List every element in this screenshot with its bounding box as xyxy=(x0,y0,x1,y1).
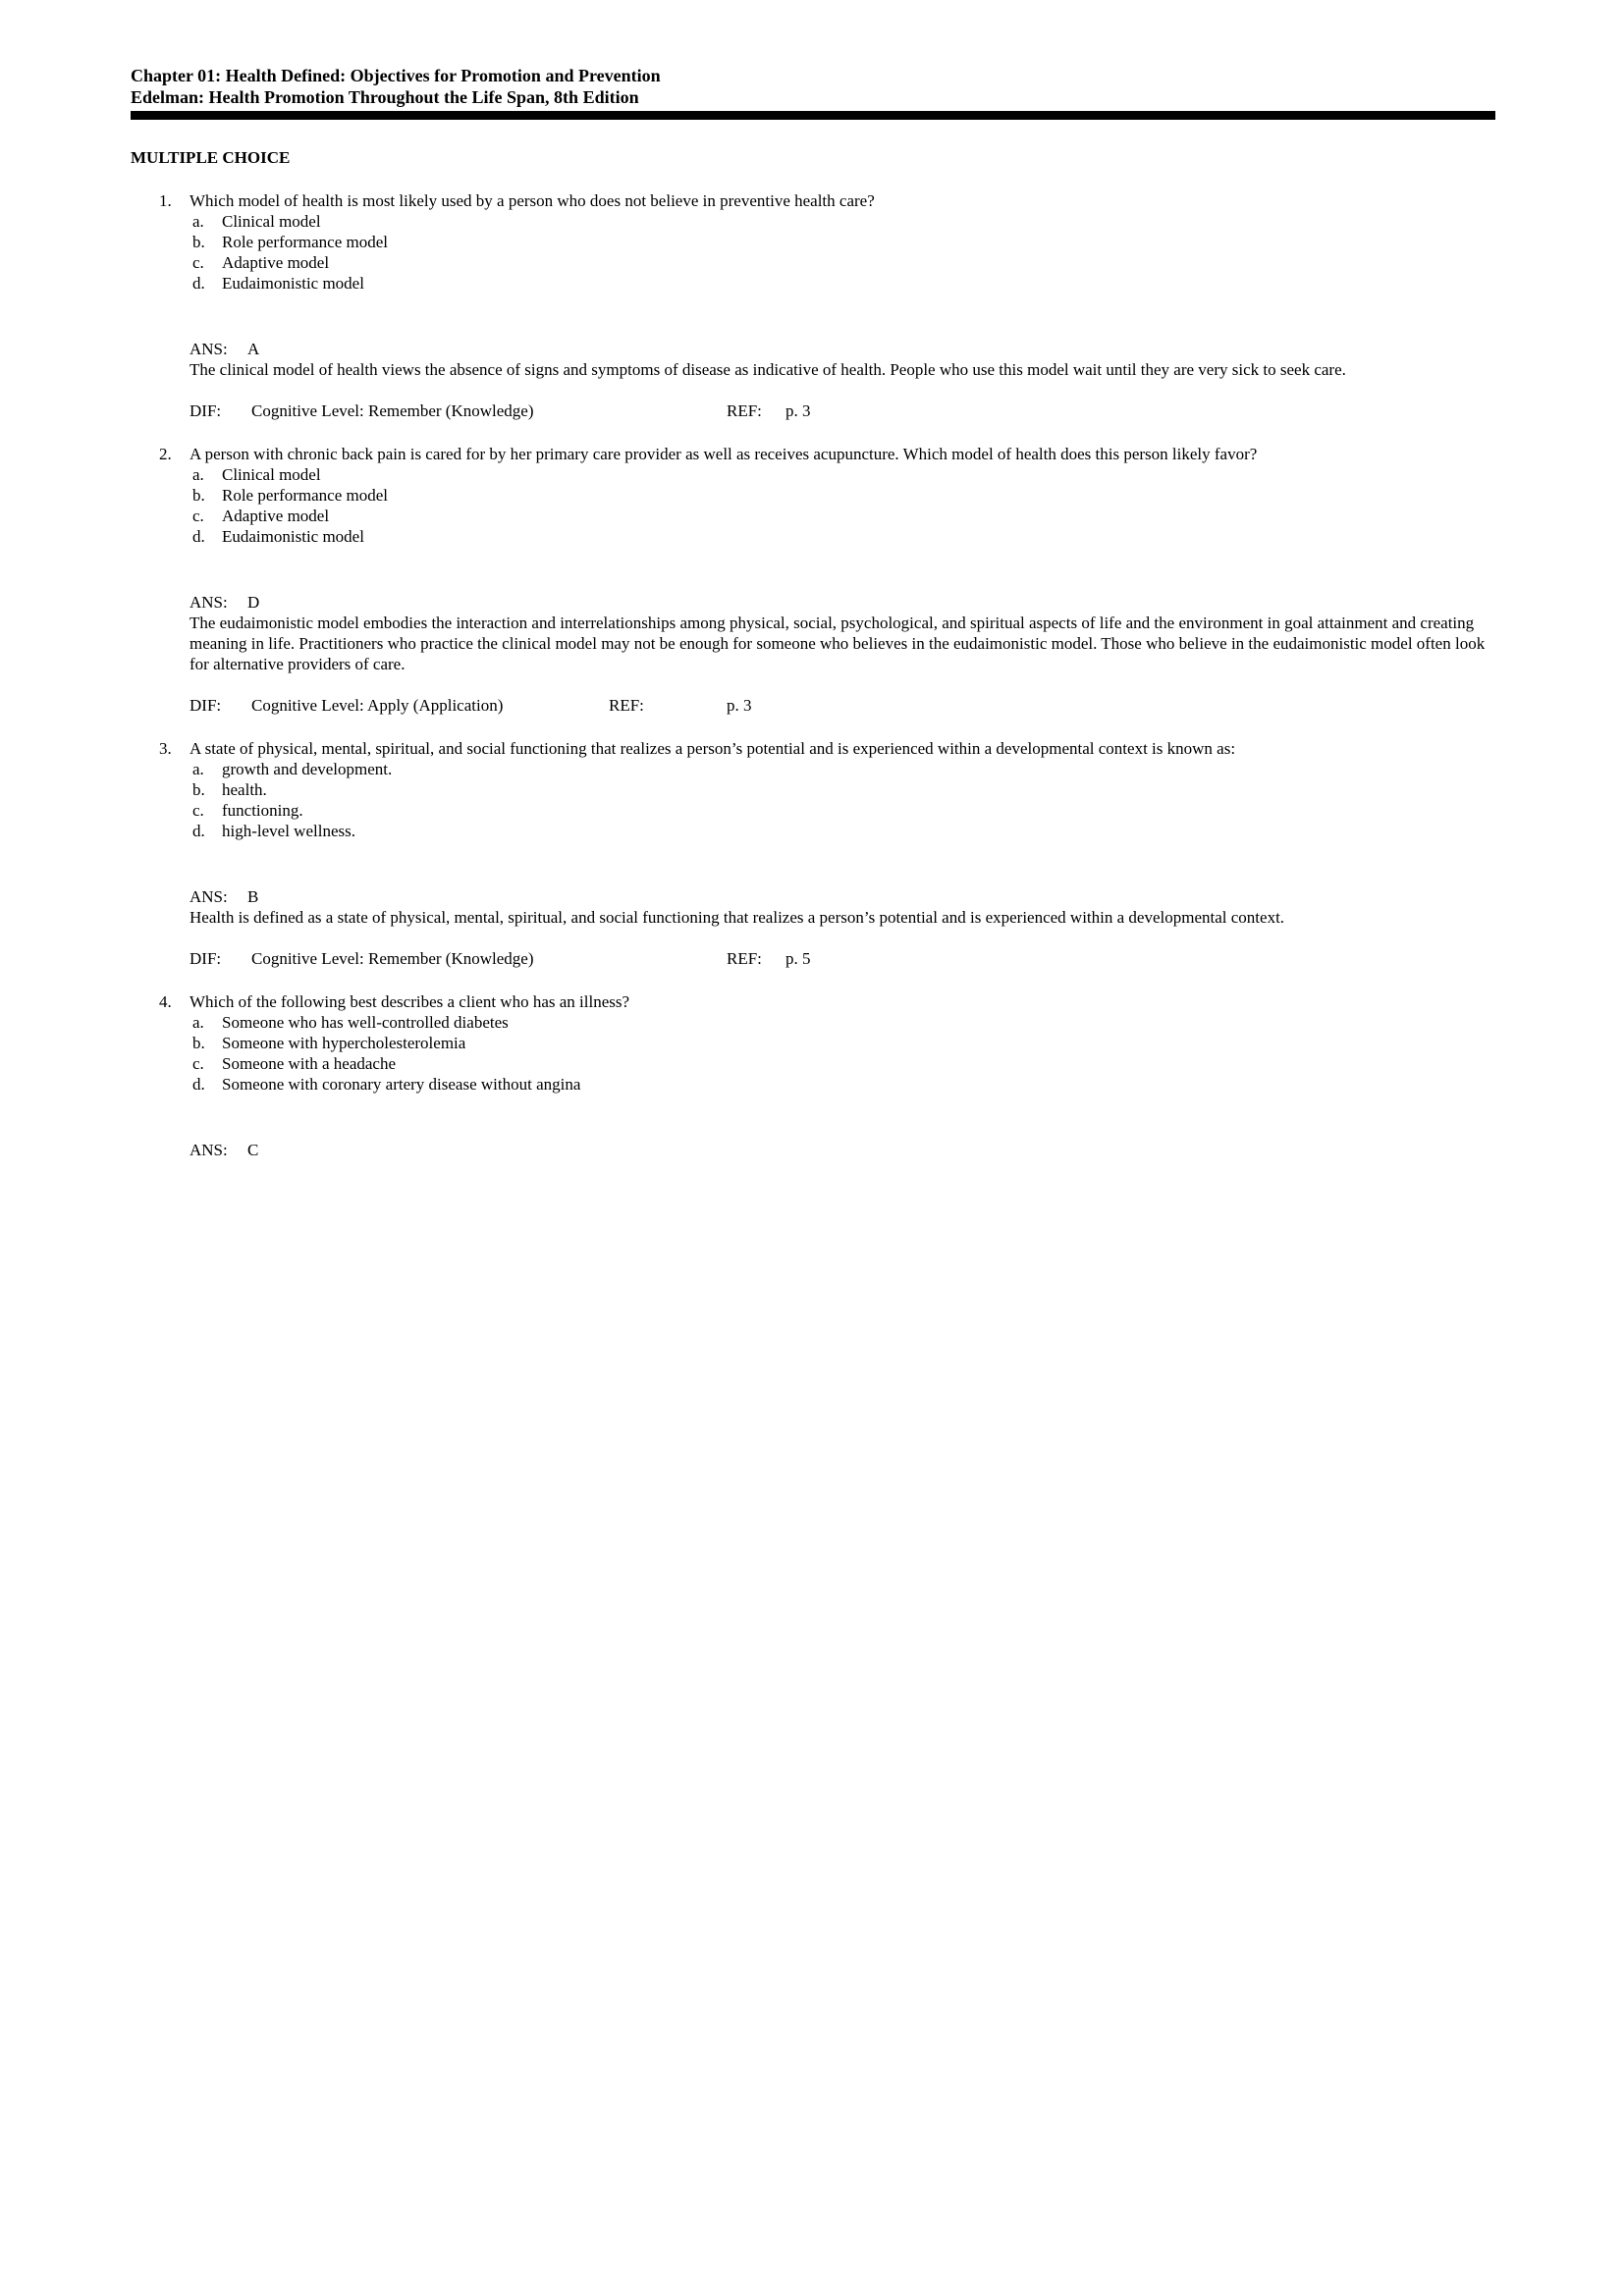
header-divider-bar xyxy=(131,111,1495,120)
question-stem: A person with chronic back pain is cared for by her primary care provider as well as receives acupuncture. Which model of health does this person likely favor? xyxy=(189,445,1258,463)
option-row xyxy=(131,800,1495,821)
option-text: Role performance model xyxy=(222,486,388,505)
ref-value: p. 5 xyxy=(785,949,811,968)
question-stem: Which of the following best describes a client who has an illness? xyxy=(189,992,630,1011)
question-row xyxy=(131,991,1495,1012)
option-row xyxy=(131,1012,1495,1033)
answer-row xyxy=(189,339,1495,359)
option-text: Clinical model xyxy=(222,212,321,231)
answer-value: C xyxy=(247,1141,259,1159)
dif-ref-row xyxy=(131,400,1495,421)
question-row xyxy=(131,190,1495,211)
dif-ref-row xyxy=(131,695,1495,716)
option-text: Adaptive model xyxy=(222,253,330,272)
answer-label: ANS: xyxy=(189,593,228,612)
dif-label: DIF: xyxy=(189,401,222,420)
option-letter: c. xyxy=(192,1054,204,1073)
option-text: growth and development. xyxy=(222,760,393,778)
header-chapter-title: Chapter 01: Health Defined: Objectives for Promotion and Prevention xyxy=(131,66,661,85)
option-letter: d. xyxy=(192,822,205,840)
option-row xyxy=(131,1074,1495,1095)
option-row xyxy=(131,464,1495,485)
option-row xyxy=(131,252,1495,273)
option-row xyxy=(131,485,1495,506)
question-row xyxy=(131,444,1495,464)
option-text: Role performance model xyxy=(222,233,388,251)
option-letter: d. xyxy=(192,1075,205,1094)
answer-row xyxy=(189,592,1495,613)
rationale-text: Health is defined as a state of physical, mental, spiritual, and social functioning that realizes a person’s potential and is experienced within a developmental context. xyxy=(189,908,1285,927)
dif-label: DIF: xyxy=(189,949,222,968)
answer-label: ANS: xyxy=(189,1141,228,1159)
option-row xyxy=(131,759,1495,779)
option-letter: a. xyxy=(192,1013,204,1032)
question-row xyxy=(131,738,1495,759)
option-row xyxy=(131,273,1495,294)
option-text: high-level wellness. xyxy=(222,822,355,840)
option-text: Eudaimonistic model xyxy=(222,274,364,293)
question-number: 2. xyxy=(159,445,172,463)
rationale-text: The clinical model of health views the absence of signs and symptoms of disease as indicative of health. People who use this model wait until they are very sick to seek care. xyxy=(189,360,1346,379)
question-number: 3. xyxy=(159,739,172,758)
ref-label: REF: xyxy=(609,696,644,715)
ref-label: REF: xyxy=(727,401,762,420)
option-row xyxy=(131,526,1495,547)
answer-value: D xyxy=(247,593,260,612)
header-book-title: Edelman: Health Promotion Throughout the Life Span, 8th Edition xyxy=(131,87,639,107)
question-number: 1. xyxy=(159,191,172,210)
dif-value: Cognitive Level: Remember (Knowledge) xyxy=(251,401,534,420)
option-letter: b. xyxy=(192,1034,205,1052)
option-letter: c. xyxy=(192,507,204,525)
ref-value: p. 3 xyxy=(727,696,752,715)
option-letter: d. xyxy=(192,527,205,546)
option-text: health. xyxy=(222,780,267,799)
dif-ref-row xyxy=(131,948,1495,969)
answer-value: B xyxy=(247,887,259,906)
question-block xyxy=(131,190,1495,421)
option-text: Someone with a headache xyxy=(222,1054,397,1073)
ref-value: p. 3 xyxy=(785,401,811,420)
option-row xyxy=(131,232,1495,252)
option-text: Clinical model xyxy=(222,465,321,484)
option-row xyxy=(131,1033,1495,1053)
answer-label: ANS: xyxy=(189,887,228,906)
option-letter: a. xyxy=(192,212,204,231)
question-stem: Which model of health is most likely used by a person who does not believe in preventive health care? xyxy=(189,191,875,210)
option-letter: c. xyxy=(192,801,204,820)
option-letter: b. xyxy=(192,780,205,799)
dif-value: Cognitive Level: Apply (Application) xyxy=(251,696,504,715)
option-row xyxy=(131,211,1495,232)
option-text: Adaptive model xyxy=(222,507,330,525)
question-block xyxy=(131,991,1495,1160)
option-text: Someone with coronary artery disease without angina xyxy=(222,1075,581,1094)
answer-row xyxy=(189,886,1495,907)
option-letter: a. xyxy=(192,465,204,484)
option-letter: a. xyxy=(192,760,204,778)
option-letter: c. xyxy=(192,253,204,272)
ref-label: REF: xyxy=(727,949,762,968)
document-header xyxy=(131,65,1495,108)
option-text: Someone with hypercholesterolemia xyxy=(222,1034,466,1052)
option-letter: d. xyxy=(192,274,205,293)
answer-label: ANS: xyxy=(189,340,228,358)
dif-value: Cognitive Level: Remember (Knowledge) xyxy=(251,949,534,968)
option-text: Someone who has well-controlled diabetes xyxy=(222,1013,509,1032)
option-row xyxy=(131,779,1495,800)
answer-row xyxy=(189,1140,1495,1160)
rationale-text: The eudaimonistic model embodies the interaction and interrelationships among physical, social, psychological, and spiritual aspects of life and the environment in goal attainment and creating meaning in life. Practitioners who practice the clinical model may not be enough for someone who believes in the eudaimonistic model. Those who believe in the eudaimonistic model often look for alternative providers of care. xyxy=(189,614,1486,673)
question-block xyxy=(131,738,1495,969)
option-row xyxy=(131,1053,1495,1074)
option-letter: b. xyxy=(192,486,205,505)
question-stem: A state of physical, mental, spiritual, and social functioning that realizes a person’s potential and is experienced within a developmental context is known as: xyxy=(189,739,1236,758)
option-letter: b. xyxy=(192,233,205,251)
question-number: 4. xyxy=(159,992,172,1011)
option-text: functioning. xyxy=(222,801,303,820)
section-title: MULTIPLE CHOICE xyxy=(131,148,291,167)
option-row xyxy=(131,821,1495,841)
option-row xyxy=(131,506,1495,526)
option-text: Eudaimonistic model xyxy=(222,527,364,546)
question-block xyxy=(131,444,1495,716)
dif-label: DIF: xyxy=(189,696,222,715)
answer-value: A xyxy=(247,340,260,358)
